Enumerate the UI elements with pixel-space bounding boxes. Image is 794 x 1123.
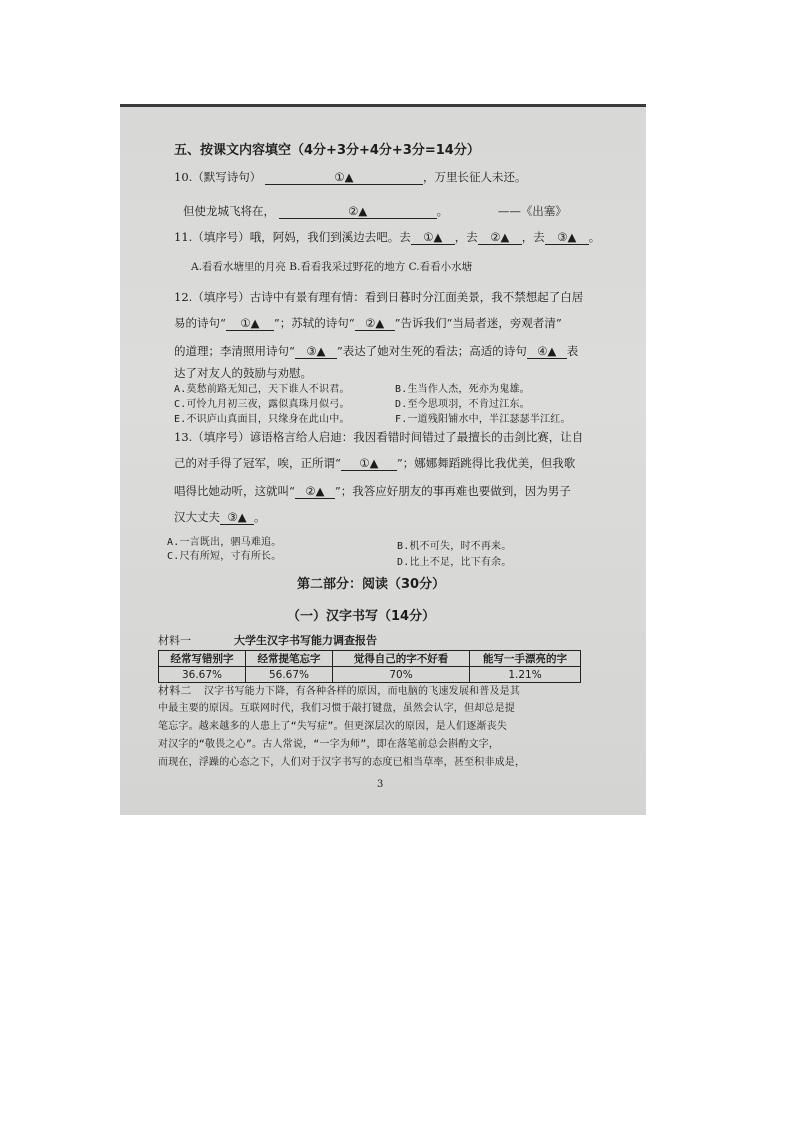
q10-source: ——《出塞》 (497, 204, 567, 218)
q12-l2b: ”；苏轼的诗句“ (273, 316, 355, 330)
photo-top-edge (120, 104, 646, 107)
q11-number: 11. (174, 230, 193, 244)
q13-l3a: 唱得比她动听，这就叫“ (174, 484, 295, 498)
q12-blank2: ②▲ (355, 316, 395, 331)
q10-tag: （默写诗句） (192, 170, 262, 184)
q13-option-a: A.一言既出，驷马难追。 (167, 537, 282, 548)
q13-line3 (174, 484, 571, 499)
material2-line4: 对汉字的“敬畏之心”。古人常说，“一字为师”，即在落笔前总会斟酌文字， (158, 739, 500, 750)
q11-blank2: ②▲ (478, 230, 522, 245)
material2-text: 汉字书写能力下降，有各种各样的原因，而电脑的飞速发展和普及是其 (203, 686, 521, 697)
q10-line2 (183, 204, 567, 219)
q13-l2b: ”；娜娜舞蹈跳得比我优美，但我歌 (396, 456, 576, 470)
q12-line4: 达了对友人的鼓励与劝慰。 (174, 366, 312, 380)
section5-title: 五、按课文内容填空（4分+3分+4分+3分=14分） (174, 143, 480, 158)
q12-blank3: ③▲ (295, 344, 337, 359)
survey-table (158, 650, 581, 683)
table-header-cell: 经常写错别字 (159, 651, 246, 667)
q13-blank3: ③▲ (220, 510, 254, 525)
q12-option-d: D.至今思项羽，不肯过江东。 (395, 399, 530, 410)
q12-option-e: E.不识庐山真面目，只缘身在此山中。 (174, 414, 350, 425)
q13-l4b: 。 (254, 510, 266, 524)
q13-option-c: C.尺有所短，寸有所长。 (167, 551, 282, 562)
q12-option-b: B.生当作人杰，死亦为鬼雄。 (395, 384, 530, 395)
material1-label: 材料一 (158, 634, 191, 647)
q12-l1: 古诗中有景有理有情：看到日暮时分江面美景，我不禁想起了白居 (249, 290, 584, 304)
material2-label: 材料二 (158, 684, 192, 697)
q12-blank1: ①▲ (226, 316, 274, 331)
q12-line1 (174, 290, 583, 304)
q13-l2a: 己的对手得了冠军，唉，正所谓“ (174, 456, 341, 470)
q13-line4 (174, 510, 266, 525)
sub1-title: （一）汉字书写（14分） (287, 609, 436, 624)
q11-end: 。 (588, 230, 601, 244)
q13-number: 13. (174, 430, 193, 444)
scanned-page-photo (120, 104, 646, 815)
q13-l4a: 汉大丈夫 (174, 510, 220, 524)
material2-line1 (158, 684, 520, 699)
q10-line1-tail: ，万里长征人未还。 (422, 170, 527, 184)
page-number: 3 (377, 779, 384, 790)
q12-option-a: A.莫愁前路无知己，天下谁人不识君。 (174, 384, 350, 395)
material1-title: 大学生汉字书写能力调查报告 (234, 634, 377, 647)
q11-mid1: ，去 (454, 230, 478, 244)
q12-blank4: ④▲ (527, 344, 567, 359)
q12-option-c: C.可怜九月初三夜，露似真珠月似弓。 (174, 399, 350, 410)
survey-table-header-row (159, 651, 581, 667)
q12-tag: （填序号） (192, 290, 250, 304)
part2-title: 第二部分：阅读（30分） (297, 577, 446, 592)
q12-l2c: ”告诉我们“当局者迷，旁观者清” (394, 316, 562, 330)
q12-number: 12. (174, 290, 193, 304)
q12-option-f: F.一道残阳铺水中，半江瑟瑟半江红。 (395, 414, 571, 425)
q13-line2 (174, 456, 575, 471)
q10-number: 10. (174, 170, 193, 184)
q13-blank1: ①▲ (341, 456, 397, 471)
table-header-cell: 经常提笔忘字 (246, 651, 333, 667)
q11-blank3: ③▲ (545, 230, 589, 245)
q10-blank2: ②▲ (279, 204, 437, 219)
table-value-cell: 36.67% (159, 667, 246, 683)
q11-options: A.看看水塘里的月亮 B.看看我采过野花的地方 C.看看小水塘 (191, 261, 473, 273)
material2-line3: 笔忘字。越来越多的人患上了“失写症”。但更深层次的原因，是人们逐渐丧失 (158, 721, 508, 732)
q10-line2-head: 但使龙城飞将在， (183, 204, 275, 218)
q12-l3b: ”表达了她对生死的看法；高适的诗句 (336, 344, 527, 358)
material2-line5: 而现在，浮躁的心态之下，人们对于汉字书写的态度已相当草率，甚至积非成是， (158, 757, 526, 768)
table-value-cell: 70% (333, 667, 470, 683)
q13-blank2: ②▲ (295, 484, 335, 499)
q13-l3b: ”；我答应好朋友的事再难也要做到，因为男子 (334, 484, 571, 498)
q10-blank1: ①▲ (265, 170, 423, 185)
q11-mid2: ，去 (521, 230, 545, 244)
q12-l3c: 表 (566, 344, 579, 358)
table-header-cell: 觉得自己的字不好看 (333, 651, 470, 667)
q13-line1 (174, 430, 583, 444)
q10-line1 (174, 170, 526, 185)
table-value-cell: 1.21% (470, 667, 581, 683)
q13-l1: 谚语格言给人启迪：我因看错时间错过了最擅长的击剑比赛，让自 (249, 430, 584, 444)
survey-table-value-row (159, 667, 581, 683)
q12-l3a: 的道理；李清照用诗句“ (174, 344, 295, 358)
q13-tag: （填序号） (192, 430, 250, 444)
q12-line3 (174, 344, 578, 359)
q13-option-d: D.比上不足，比下有余。 (397, 557, 512, 568)
q13-option-b: B.机不可失，时不再来。 (397, 541, 512, 552)
material2-line2: 中最主要的原因。互联网时代，我们习惯于敲打键盘，虽然会认字，但却总是提 (158, 703, 515, 714)
q11-blank1: ①▲ (411, 230, 455, 245)
q11-line1 (174, 230, 600, 245)
q12-line2 (174, 316, 562, 331)
q12-l2a: 易的诗句“ (174, 316, 226, 330)
table-value-cell: 56.67% (246, 667, 333, 683)
table-header-cell: 能写一手漂亮的字 (470, 651, 581, 667)
q10-line2-tail: 。 (436, 204, 449, 218)
q11-text: 哦，阿妈，我们到溪边去吧。去 (249, 230, 411, 244)
q11-tag: （填序号） (192, 230, 250, 244)
